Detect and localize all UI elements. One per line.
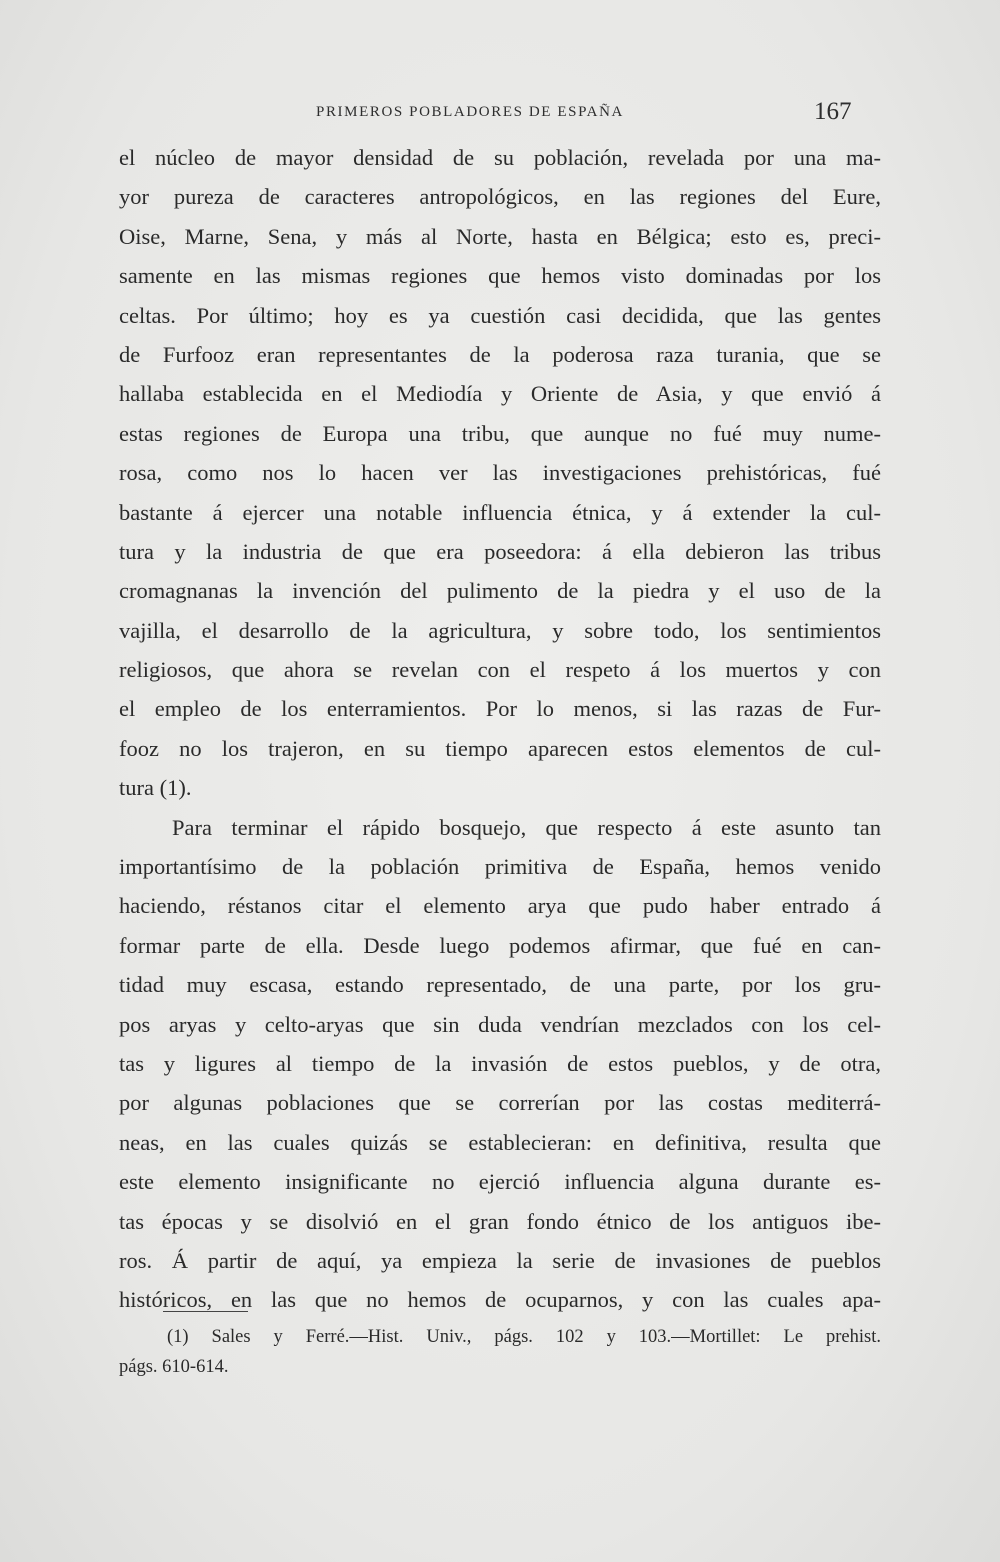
text-line: tura (1). [119,775,192,801]
text-line: históricos, en las que no hemos de ocuparnos, y con las cuales apa- [119,1287,881,1313]
text-line: tas y ligures al tiempo de la invasión de estos pueblos, y de otra, [119,1050,881,1076]
text-line: cromagnanas la invención del pulimento de la piedra y el uso de la [119,578,881,604]
text-line: el núcleo de mayor densidad de su población, revelada por una ma- [119,145,881,170]
text-line: bastante á ejercer una notable influencia étnica, y á extender la cul- [119,499,881,525]
text-line: religiosos, que ahora se revelan con el respeto á los muertos y con [119,657,881,683]
text-line: fooz no los trajeron, en su tiempo aparecen estos elementos de cul- [119,735,881,761]
text-line: importantísimo de la población primitiva de España, hemos venido [119,854,881,880]
text-line: rosa, como nos lo hacen ver las investigaciones prehistóricas, fué [119,460,881,486]
footnote-line: págs. 610-614. [119,1357,229,1377]
text-line: por algunas poblaciones que se correrían por las costas mediterrá- [119,1090,881,1116]
text-line: tidad muy escasa, estando representado, de una parte, por los gru- [119,972,881,998]
text-line: Para terminar el rápido bosquejo, que respecto á este asunto tan [172,814,881,840]
text-line: vajilla, el desarrollo de la agricultura, y sobre todo, los sentimientos [119,617,881,643]
text-line: de Furfooz eran representantes de la poderosa raza turania, que se [119,341,881,367]
body-text [119,138,881,1320]
text-line: tas épocas y se disolvió en el gran fondo étnico de los antiguos ibe- [119,1208,881,1234]
footnotes [119,1322,881,1382]
text-line: formar parte de ella. Desde luego podemos afirmar, que fué en can- [119,932,881,958]
text-line: el empleo de los enterramientos. Por lo menos, si las razas de Fur- [119,696,881,722]
text-line: haciendo, réstanos citar el elemento arya que pudo haber entrado á [119,893,881,919]
page-number: 167 [814,98,852,125]
text-line: tura y la industria de que era poseedora: á ella debieron las tribus [119,538,881,564]
text-line: estas regiones de Europa una tribu, que aunque no fué muy nume- [119,420,881,446]
text-line: este elemento insignificante no ejerció influencia alguna durante es- [119,1169,881,1195]
footnote-line: (1) Sales y Ferré.—Hist. Univ., págs. 102 y 103.—Mortillet: Le prehist. [167,1327,881,1347]
running-title: PRIMEROS POBLADORES DE ESPAÑA [316,104,624,120]
text-line: yor pureza de caracteres antropológicos, en las regiones del Eure, [119,184,881,210]
text-line: samente en las mismas regiones que hemos visto dominadas por los [119,263,881,289]
text-line: ros. Á partir de aquí, ya empieza la serie de invasiones de pueblos [119,1247,881,1273]
text-line: pos aryas y celto-aryas que sin duda vendrían mezclados con los cel- [119,1011,881,1037]
text-line: hallaba establecida en el Mediodía y Oriente de Asia, y que envió á [119,381,881,407]
text-line: Oise, Marne, Sena, y más al Norte, hasta en Bélgica; esto es, preci- [119,223,881,249]
text-line: neas, en las cuales quizás se establecieran: en definitiva, resulta que [119,1129,881,1155]
text-line: celtas. Por último; hoy es ya cuestión casi decidida, que las gentes [119,302,881,328]
footnote-divider [163,1311,248,1312]
